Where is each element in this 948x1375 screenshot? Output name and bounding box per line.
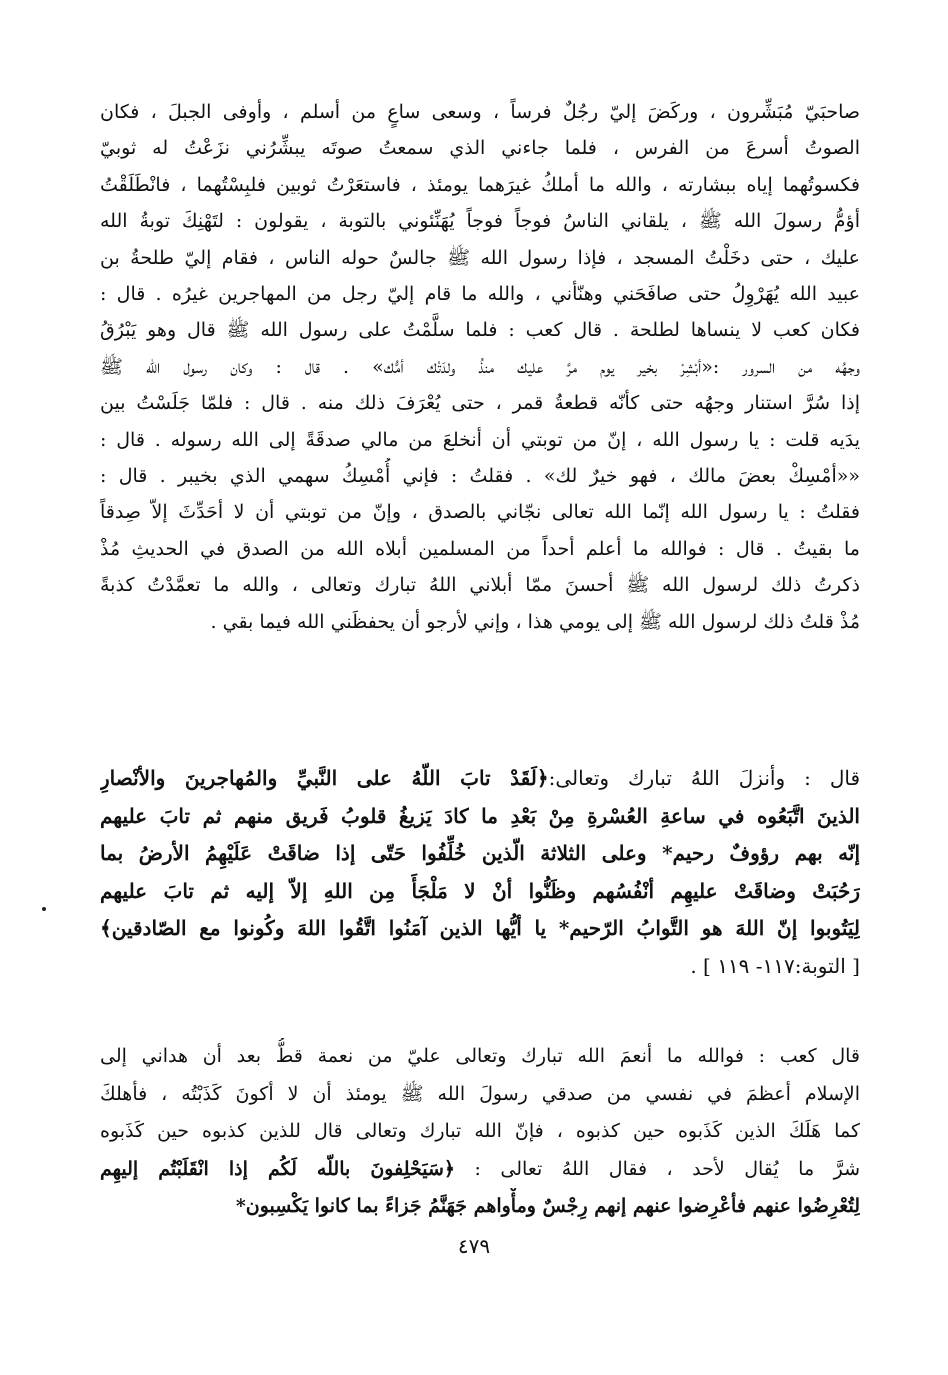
text-line: وجهُه من السرور :«أبْشِرْ بخير يوم مرَّ عليك منذُ ولدَتْك أمُّك» . قال : وكان رسول الله ﷺ — [100, 355, 860, 378]
text-line: عليك ، حتى دخَلْتُ المسجد ، فإذا رسول الله ﷺ جالسٌ حوله الناس ، فقام إليّ طلحةُ بن — [100, 246, 860, 269]
verse-text: ﴿لَقَدْ تابَ اللّهُ على النَّبيِّ والمُهاجرينَ والأنْصارِ — [100, 766, 549, 790]
verse-text: ﴿سَيَحْلِفونَ باللّه لَكُم إذا انْقَلَبْتُم إليهِم — [100, 1157, 456, 1180]
text-line: ذكرتُ ذلك لرسول الله ﷺ أحسنَ ممّا أبلاني اللهُ تبارك وتعالى ، والله ما تعمَّدْتُ كذبةً — [100, 574, 860, 597]
verse-line: رَحُبَتْ وضاقَتْ عليهِم أنْفُسُهم وظَنُّوا أنْ لا مَلْجَأَ مِن اللهِ إلاّ إليه ثم تابَ عليهم — [100, 878, 860, 903]
verse-intro: قال : وأنزلَ اللهُ تبارك وتعالى: — [548, 766, 860, 790]
verse-citation: [ التوبة:١١٧- ١١٩ ] . — [690, 953, 860, 978]
text-line: صاحبَيّ مُبَشِّرون ، وركَضَ إليّ رجُلٌ فرساً ، وسعى ساعٍ من أسلم ، وأوفى الجبلَ ، فكان — [100, 101, 860, 123]
text-line: عبيد الله يُهَرْوِلُ حتى صافَحَني وهنّأني ، والله ما قام إليّ رجل من المهاجرين غيرُه . قال : — [100, 283, 860, 306]
page-number: ٤٧٩ — [457, 1234, 491, 1258]
text-line: الصوتُ أسرعَ من الفرس ، فلما جاءني الذي سمعتُ صوتَه يبشِّرُني نزَعْتُ له ثوبيّ — [100, 137, 860, 160]
verse-line: إنّه بهم رؤوفٌ رحيم* وعلى الثلاثة الّذين خُلِّفُوا حَتّى إذا ضاقَتْ عَلَيْهِمُ الأرضُ بما — [100, 841, 860, 865]
text-line: فقلتُ : يا رسول الله إنّما الله تعالى نجّاني بالصدق ، وإنّ من توبتي أن لا أحَدِّثَ إلاّ صِدقاً — [100, 501, 860, 524]
verse-line: لِيَتُوبوا إنّ اللهَ هو التَّوابُ الرّحيم* يا أيُّها الذين آمَنُوا اتَّقُوا اللهَ وكُونوا مع الصّادقين﴾ — [100, 916, 860, 940]
text-line: يدَيه قلت : يا رسول الله ، إنّ من توبتي أن أنخلعَ من مالي صدقَةً إلى الله رسوله . قال : — [100, 428, 860, 451]
verse-line: الذينَ اتَّبَعُوه في ساعةِ العُسْرةِ مِنْ بَعْدِ ما كادَ يَزيغُ قلوبُ فَريق منهم ثم تابَ عليهم — [100, 803, 860, 828]
margin-mark — [42, 907, 46, 911]
text-line: كما هَلَكَ الذين كَذَبوه حين كذبوه ، فإنّ الله تبارك وتعالى قال للذين كذبوه حين كَذَبوه — [100, 1120, 860, 1143]
verse-line: لِتُعْرِضُوا عنهم فأعْرِضوا عنهم إنهم رِجْسٌ ومأْواهم جَهَنَّمُ جَزاءً بما كانوا يَكْسِبون* — [235, 1195, 860, 1218]
text-line: ««أمْسِكْ بعضَ مالك ، فهو خيرٌ لك» . فقلتُ : فإني أُمْسِكُ سهمي الذي بخيبر . قال : — [100, 465, 860, 488]
text-segment: شرَّ ما يُقال لأحد ، فقال اللهُ تعالى : — [474, 1157, 860, 1180]
paragraph-kaab-conclusion — [100, 1038, 860, 1226]
text-line: الإسلام أعظمَ في نفسي من صدقي رسولَ الله ﷺ يومئذ أن لا أكونَ كَذَبْتُه ، فأهلكَ — [100, 1082, 860, 1105]
text-line-with-quote — [100, 1151, 860, 1189]
verse-first-line — [100, 760, 860, 798]
text-line: فكسوتُهما إياه ببشارته ، والله ما أملكُ غيرَهما يومئذ ، فاستعَرْتُ ثوبين فلبِسْتُهما ، فانْطَلَقْتُ — [100, 173, 860, 196]
text-line: إذا سُرَّ استنار وجهُه حتى كأنّه قطعةُ قمر ، حتى يُعْرَفَ ذلك منه . قال : فلمّا جَلَسْتُ بين — [100, 392, 860, 415]
text-line: فكان كعب لا ينساها لطلحة . قال كعب : فلما سلَّمْتُ على رسول الله ﷺ قال وهو يَبْرُقُ — [100, 319, 860, 342]
paragraph-kaab-story — [100, 94, 860, 640]
text-line: ما بقيتُ . قال : فوالله ما أعلم أحداً من المسلمين أبلاه الله من الصدق في الحديثِ مُذْ — [100, 537, 860, 560]
text-line: مُذْ قلتُ ذلك لرسول الله ﷺ إلى يومي هذا ، وإني لأرجو أن يحفظَني الله فيما بقي . — [210, 610, 860, 633]
text-line: قال كعب : فوالله ما أنعمَ الله تبارك وتعالى عليّ من نعمة قطُّ بعد أن هداني إلى — [100, 1045, 860, 1067]
paragraph-quran-verse — [100, 760, 860, 985]
text-line: أؤمُّ رسولَ الله ﷺ ، يلقاني الناسُ فوجاً فوجاً يُهَنِّئوني بالتوبة ، يقولون : لتَهْنِكَ توبةُ الله — [100, 210, 860, 233]
